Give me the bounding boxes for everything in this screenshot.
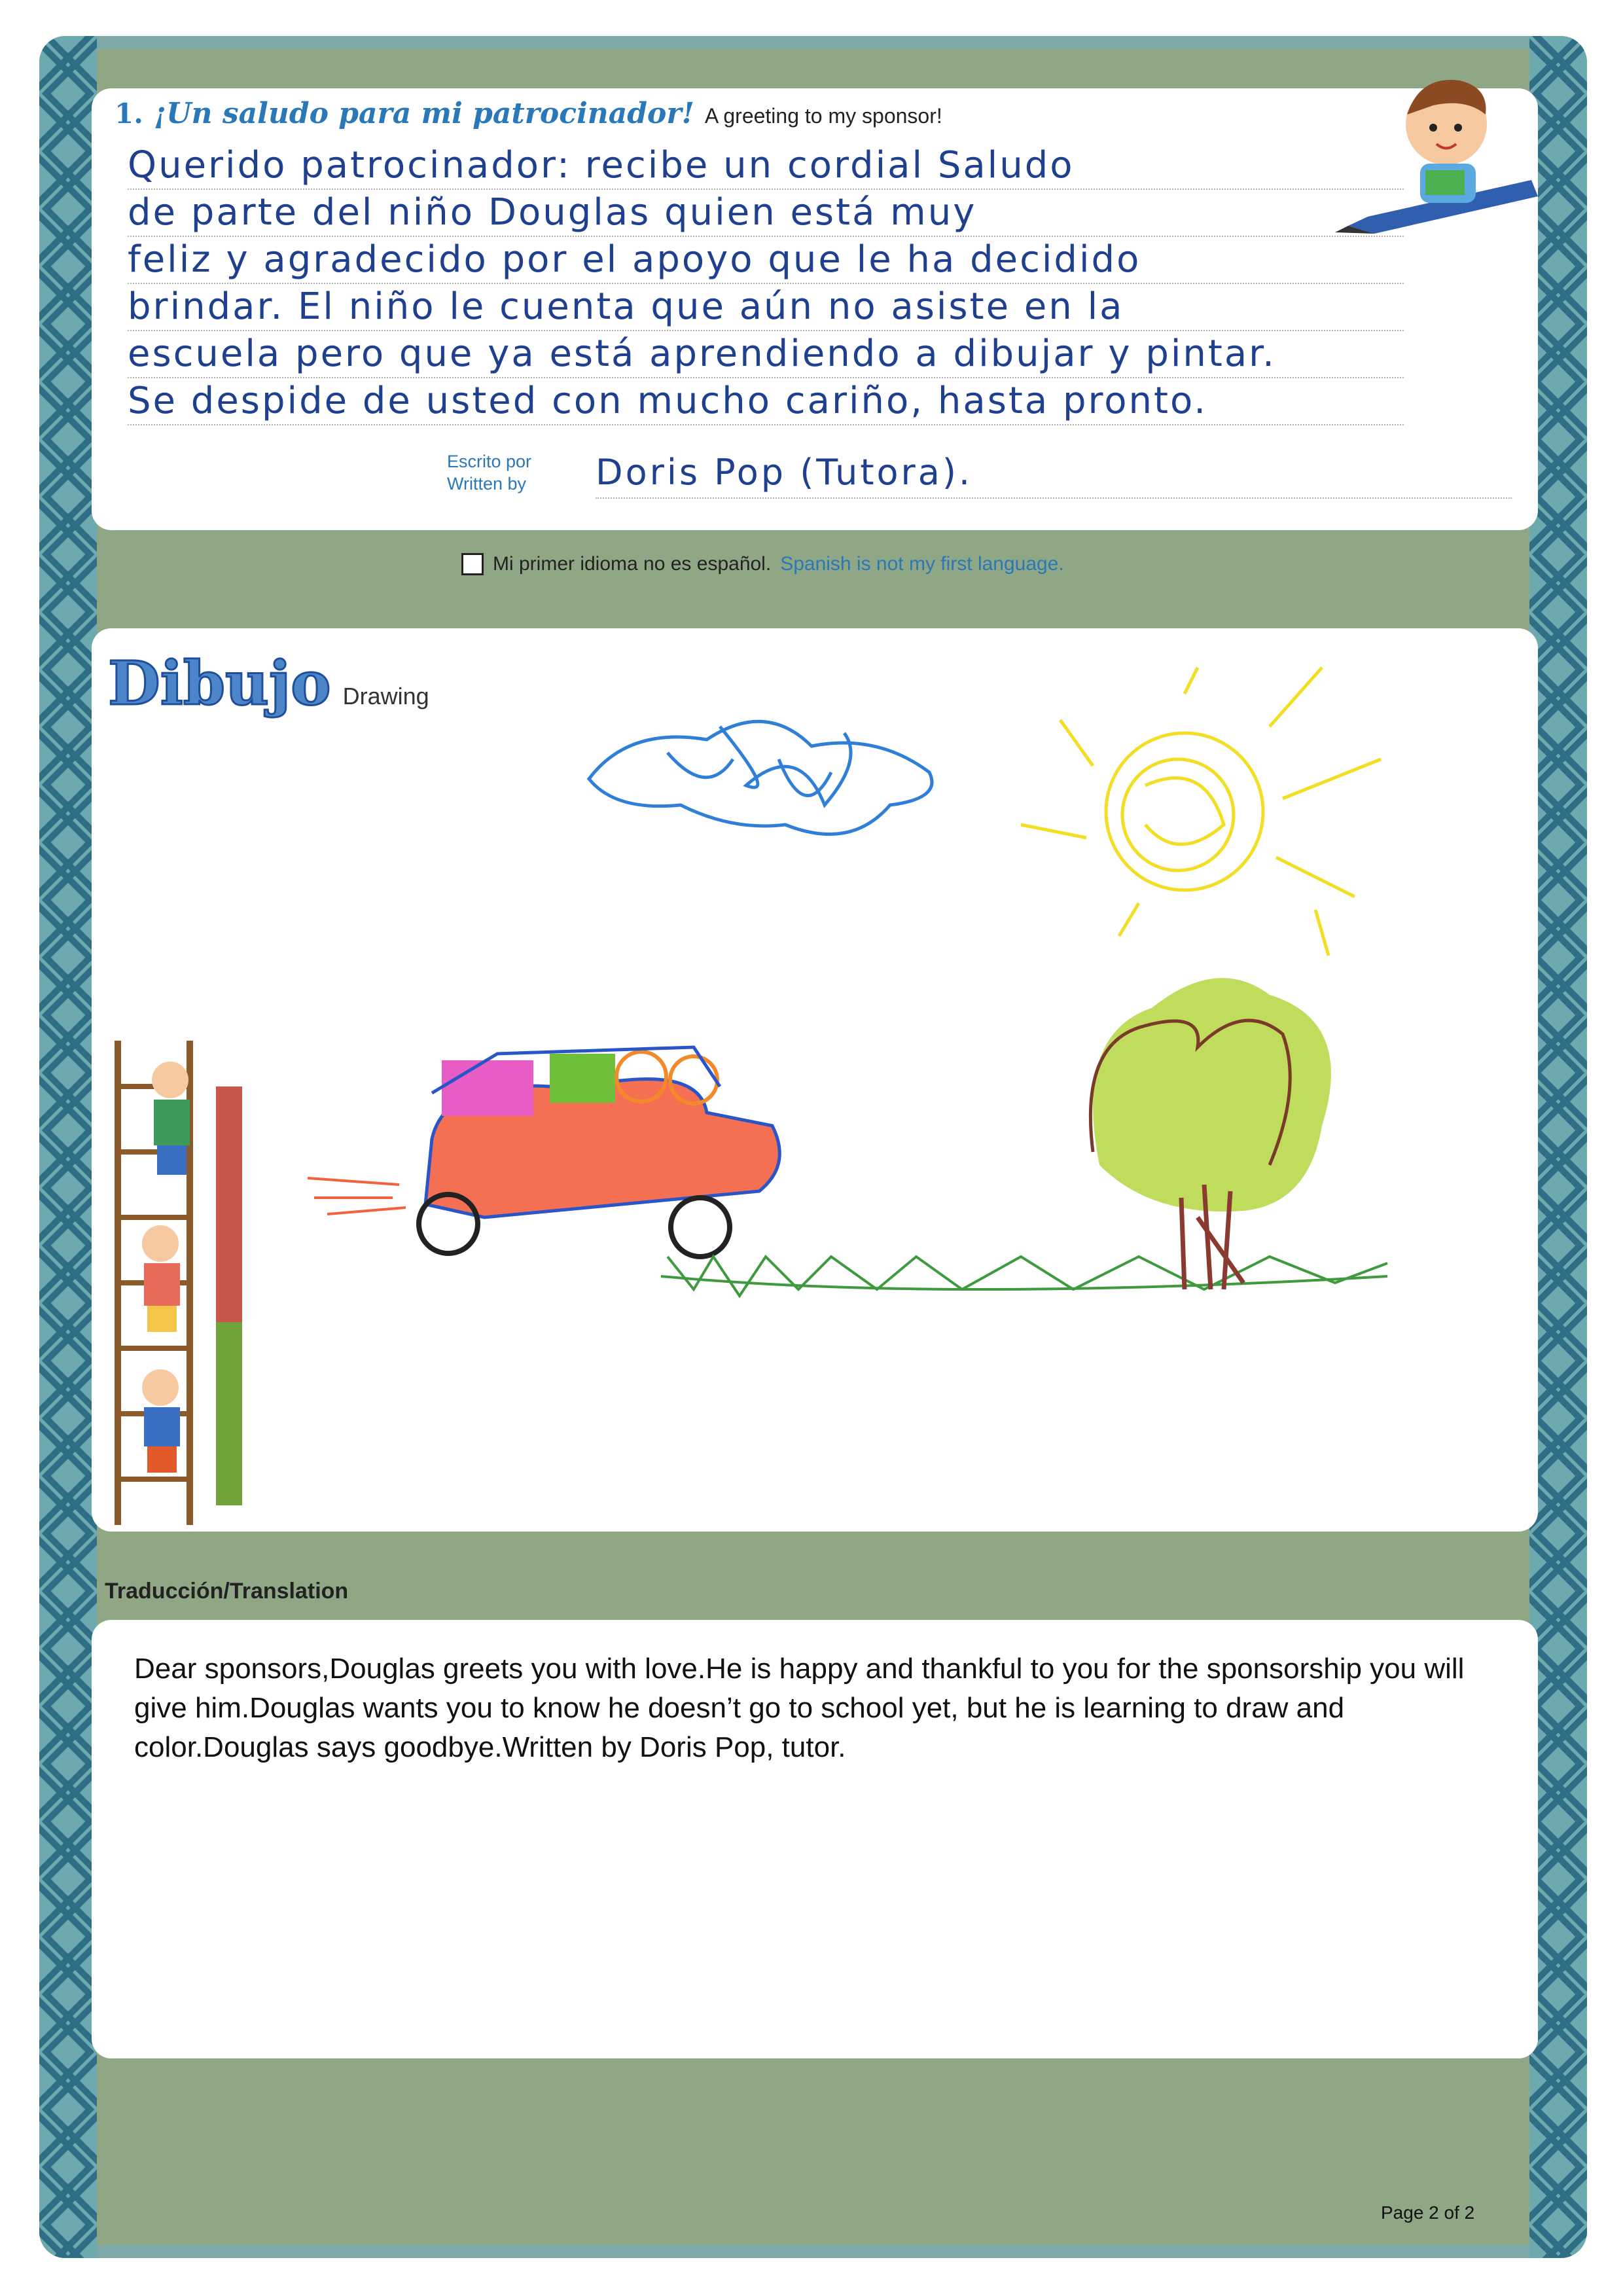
translation-text: Dear sponsors,Douglas greets you with love.He is happy and thankful to you for the sponsorship you will give him.Douglas wants you to know he doesn’t go to school yet, but he is learning to draw and color.Douglas says goodbye.Written by Doris Pop, tutor. <box>134 1653 1465 1763</box>
first-language-checkbox[interactable] <box>461 553 484 575</box>
handwritten-message <box>128 143 1404 425</box>
drawing-title-es: Dibujo <box>108 648 331 719</box>
frame-top-edge <box>39 36 1587 49</box>
handwritten-line: brindar. El niño le cuenta que aún no asiste en la <box>128 284 1404 331</box>
car-icon <box>308 1047 779 1257</box>
handwritten-line: Querido patrocinador: recibe un cordial Saludo <box>128 143 1404 190</box>
handwritten-line: feliz y agradecido por el apoyo que le ha decidido <box>128 237 1404 284</box>
greeting-title-es: ¡Un saludo para mi patrocinador! <box>153 97 694 130</box>
page-number: Page 2 of 2 <box>1381 2202 1475 2223</box>
tree-icon <box>1090 978 1331 1289</box>
grass-icon <box>661 1257 1387 1296</box>
written-by-name: Doris Pop (Tutora). <box>596 452 1512 499</box>
cloud-icon <box>589 721 932 834</box>
greeting-title-en: A greeting to my sponsor! <box>704 104 942 128</box>
handwritten-line: escuela pero que ya está aprendiendo a dibujar y pintar. <box>128 331 1404 378</box>
section-number: 1. <box>115 98 143 130</box>
child-drawing <box>92 628 1538 1532</box>
sun-icon <box>1021 668 1381 956</box>
written-by-es: Escrito por <box>447 452 532 471</box>
language-note-es: Mi primer idioma no es español. <box>493 553 772 575</box>
drawing-title-en: Drawing <box>342 683 429 709</box>
handwritten-line: de parte del niño Douglas quien está muy <box>128 190 1404 237</box>
written-by-label <box>447 450 531 495</box>
diamond-border-right <box>1529 36 1587 2258</box>
written-by-en: Written by <box>447 474 527 493</box>
translation-heading: Traducción/Translation <box>105 1579 349 1604</box>
greeting-heading <box>115 97 942 130</box>
handwritten-line: Se despide de usted con mucho cariño, hasta pronto. <box>128 378 1404 425</box>
language-note-en: Spanish is not my first language. <box>780 553 1064 575</box>
children-on-ladder-illustration <box>118 1041 242 1525</box>
language-note <box>461 553 1064 575</box>
frame-bottom-edge <box>39 2245 1587 2258</box>
diamond-border-left <box>39 36 97 2258</box>
